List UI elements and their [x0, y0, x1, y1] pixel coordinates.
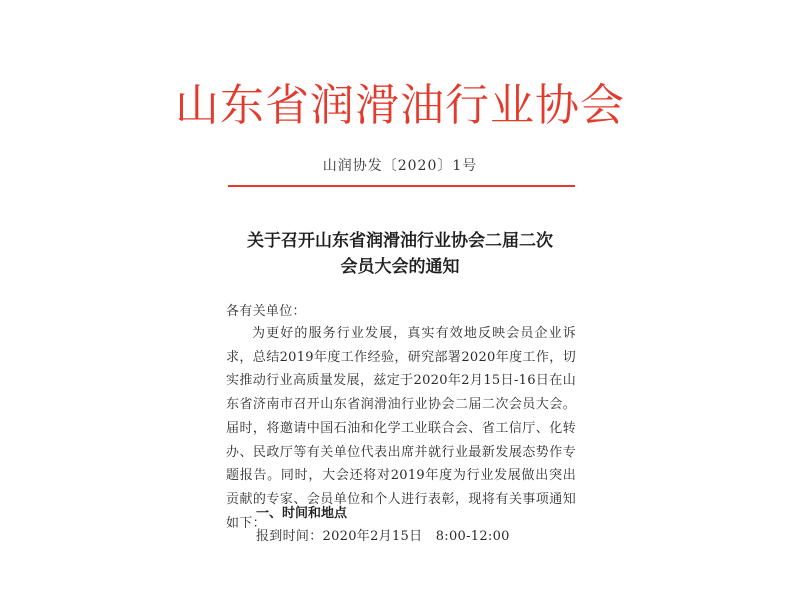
document-number: 山润协发〔2020〕1号	[322, 158, 478, 174]
notice-title-line-1: 关于召开山东省润滑油行业协会二届二次	[247, 231, 553, 251]
letterhead-organization-title: 山东省润滑油行业协会	[175, 80, 625, 131]
salutation: 各有关单位：	[226, 304, 306, 319]
body-paragraph: 为更好的服务行业发展，真实有效地反映会员企业诉求，总结2019年度工作经验，研究部署2020年度工作，切实推动行业高质量发展，兹定于2020年2月15日-16日在山东省济南市召开山东省润滑油行业协会二届二次会员大会。届时，将邀请中国石油和化学工业联合会、省工信厅、化转办、民政厅等有关单位代表出席并就行业最新发展态势作专题报告。同时，大会还将对2019年度为行业发展做出突出贡献的专家、会员单位和个人进行表彰，现将有关事项通知如下：	[226, 326, 576, 531]
notice-title-line-2: 会员大会的通知	[340, 257, 460, 277]
section-heading-time-place: 一、时间和地点	[256, 506, 348, 521]
letterhead-red-divider	[228, 185, 575, 187]
registration-time-line: 报到时间：2020年2月15日 8:00-12:00	[256, 529, 510, 544]
notice-title	[0, 228, 800, 280]
